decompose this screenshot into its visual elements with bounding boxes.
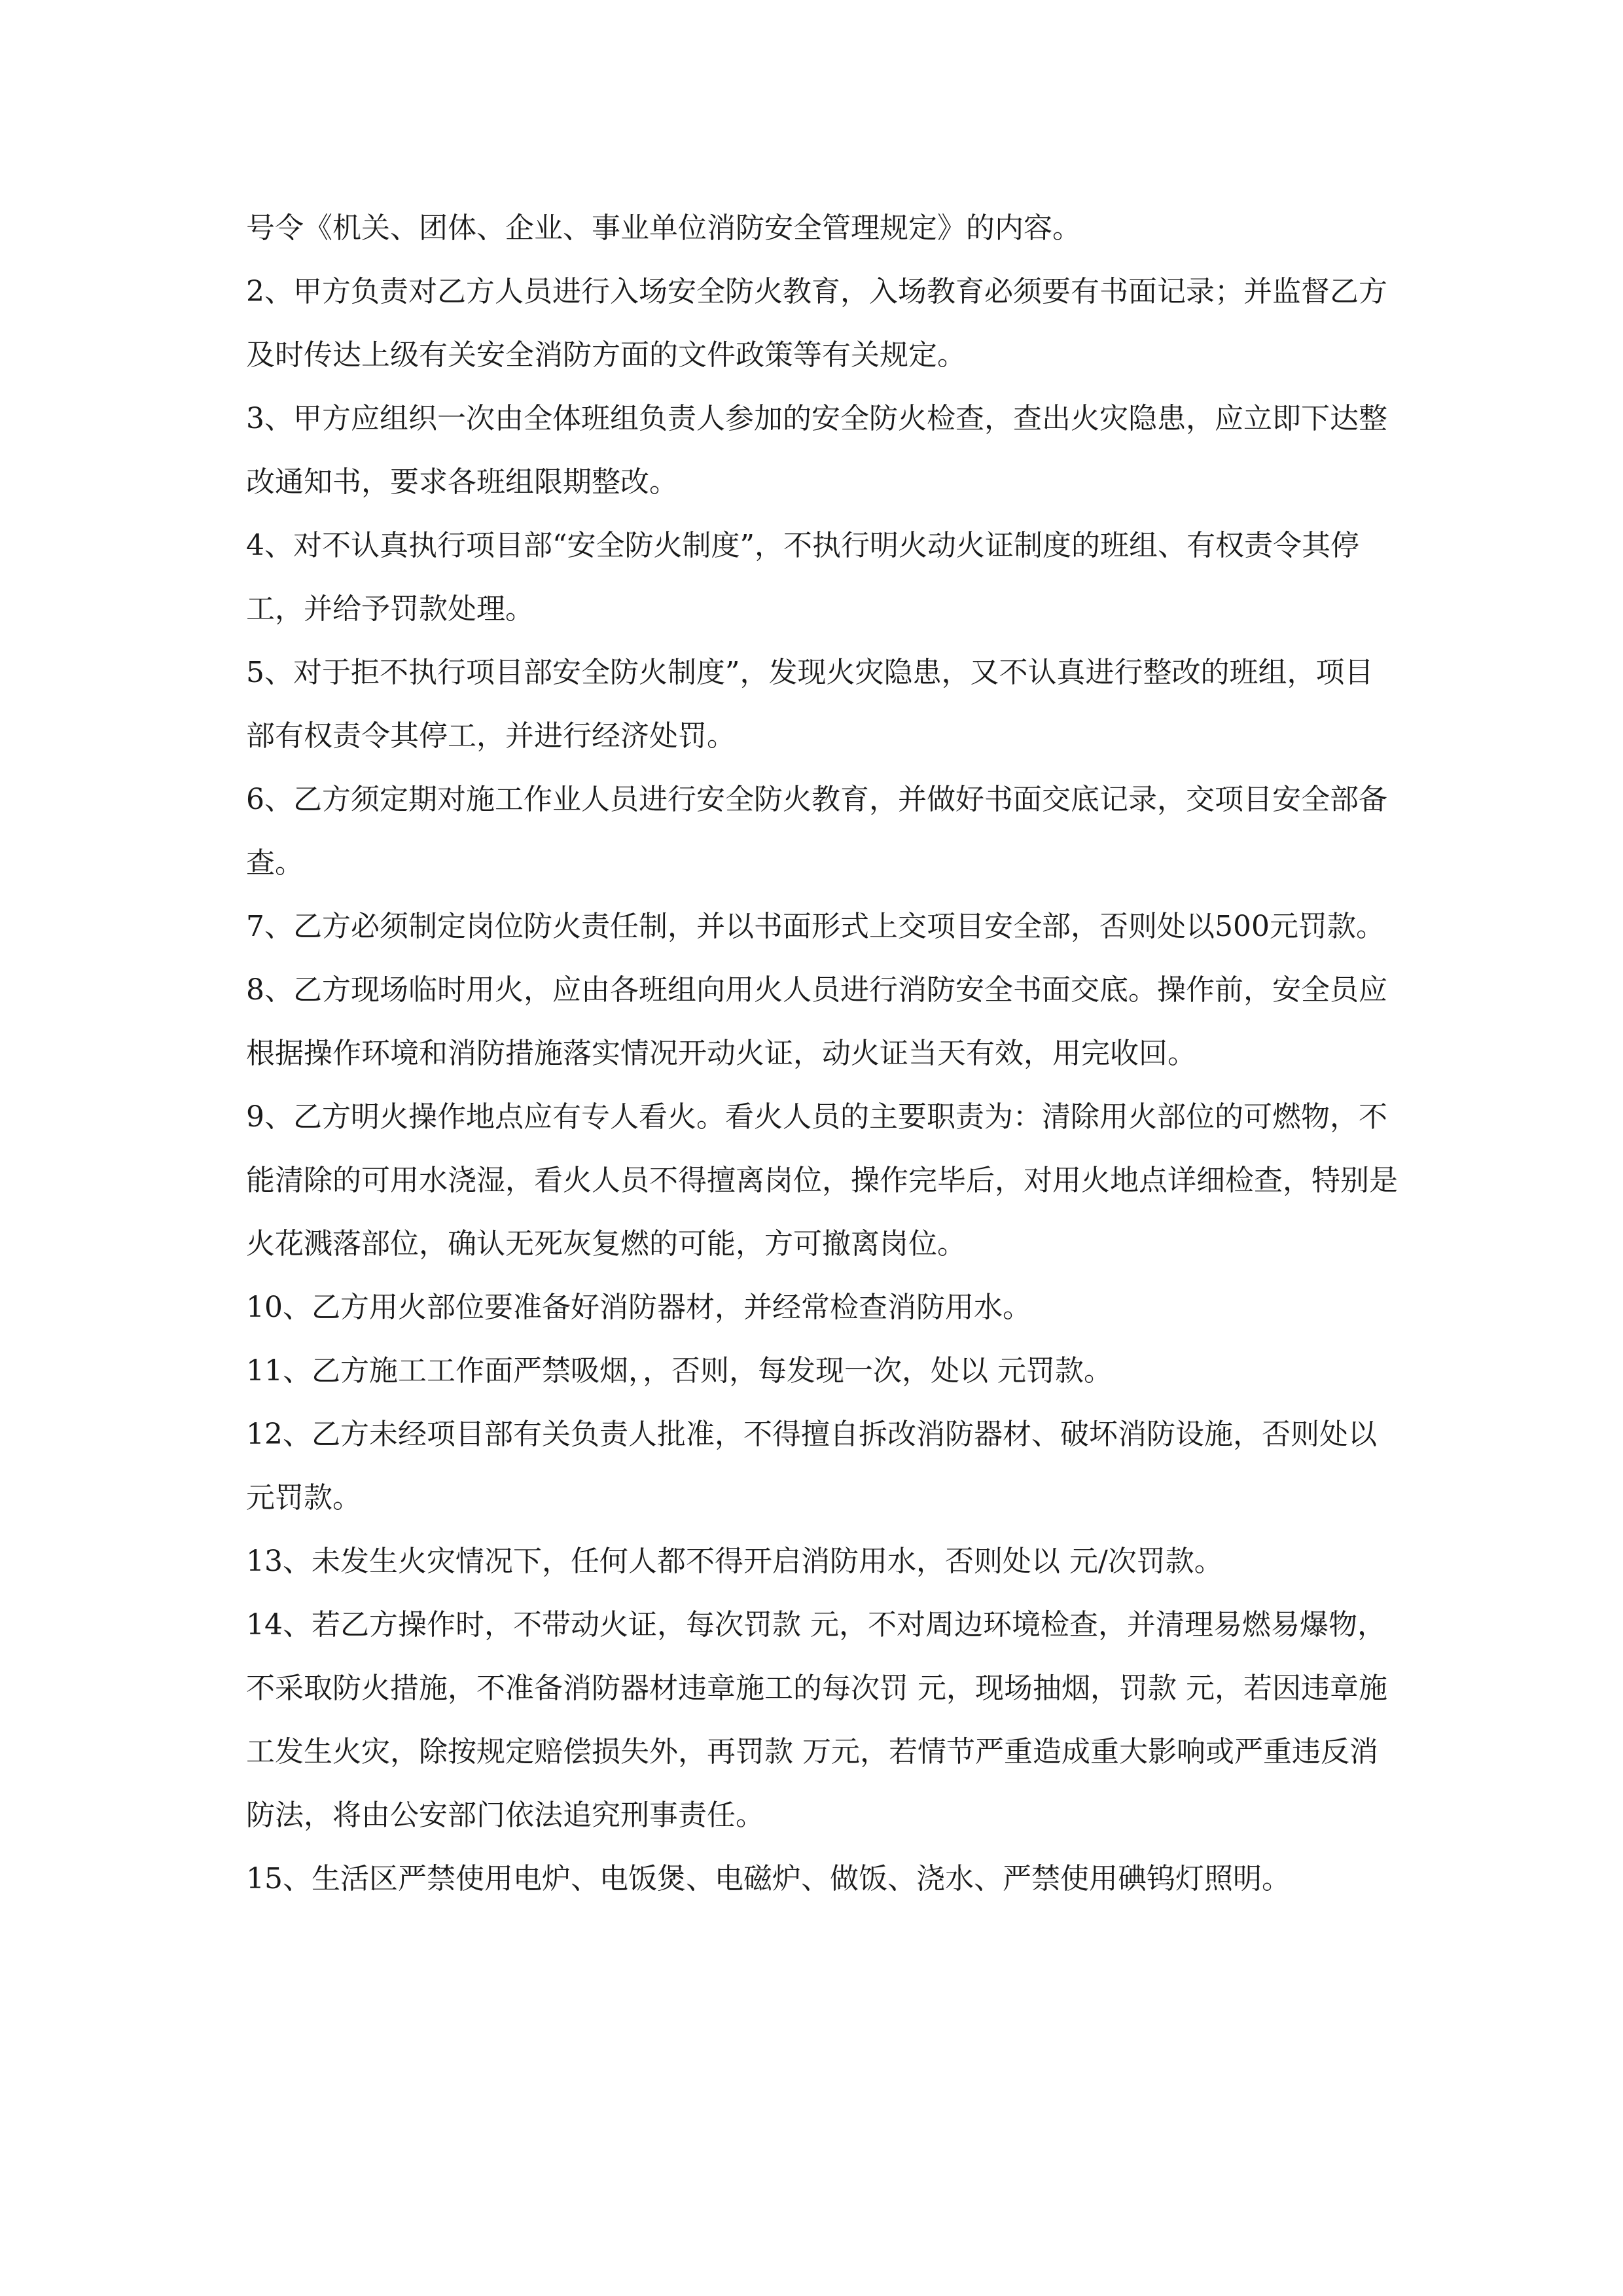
paragraph-item-13: 13、未发生火灾情况下，任何人都不得开启消防用水，否则处以 元/次罚款。 [246,1545,1223,1578]
paragraph-item-9: 9、乙方明火操作地点应有专人看火。看火人员的主要职责为：清除用火部位的可燃物，不能清除的可用水浇湿，看火人员不得擅离岗位，操作完毕后，对用火地点详细检查，特别是火花溅落部位，确认无死灰复燃的可能，方可撤离岗位。 [246,1100,1398,1261]
document-body [246,196,1398,1910]
paragraph-item-14: 14、若乙方操作时，不带动火证，每次罚款 元，不对周边环境检查，并清理易燃易爆物，不采取防火措施，不准备消防器材违章施工的每次罚 元，现场抽烟，罚款 元，若因违章施工发生火灾，除按规定赔偿损失外，再罚款 万元，若情节严重造成重大影响或严重违反消防法，将由公安部门依法追究刑事责任。 [246,1608,1387,1832]
paragraph-item-5: 5、对于拒不执行项目部安全防火制度”，发现火灾隐患，又不认真进行整改的班组，项目部有权责令其停工，并进行经济处罚。 [246,656,1374,753]
paragraph-item-2: 2、甲方负责对乙方人员进行入场安全防火教育，入场教育必须要有书面记录；并监督乙方及时传达上级有关安全消防方面的文件政策等有关规定。 [246,275,1387,372]
paragraph-item-15: 15、生活区严禁使用电炉、电饭煲、电磁炉、做饭、浇水、严禁使用碘钨灯照明。 [246,1862,1291,1895]
paragraph-item-11: 11、乙方施工工作面严禁吸烟，，否则，每发现一次，处以 元罚款。 [246,1354,1113,1388]
paragraph-item-8: 8、乙方现场临时用火，应由各班组向用火人员进行消防安全书面交底。操作前，安全员应根据操作环境和消防措施落实情况开动火证，动火证当天有效，用完收回。 [246,973,1387,1070]
paragraph-continuation: 号令《机关、团体、企业、事业单位消防安全管理规定》的内容。 [246,211,1081,245]
paragraph-item-12: 12、乙方未经项目部有关负责人批准，不得擅自拆改消防器材、破坏消防设施，否则处以元罚款。 [246,1418,1377,1515]
paragraph-item-10: 10、乙方用火部位要准备好消防器材，并经常检查消防用水。 [246,1291,1031,1324]
paragraph-item-3: 3、甲方应组织一次由全体班组负责人参加的安全防火检查，查出火灾隐患，应立即下达整改通知书，要求各班组限期整改。 [246,402,1387,499]
paragraph-item-7: 7、乙方必须制定岗位防火责任制，并以书面形式上交项目安全部，否则处以500元罚款。 [246,910,1385,943]
paragraph-item-6: 6、乙方须定期对施工作业人员进行安全防火教育，并做好书面交底记录，交项目安全部备查。 [246,783,1387,880]
paragraph-item-4: 4、对不认真执行项目部“安全防火制度”，不执行明火动火证制度的班组、有权责令其停工，并给予罚款处理。 [246,529,1359,626]
